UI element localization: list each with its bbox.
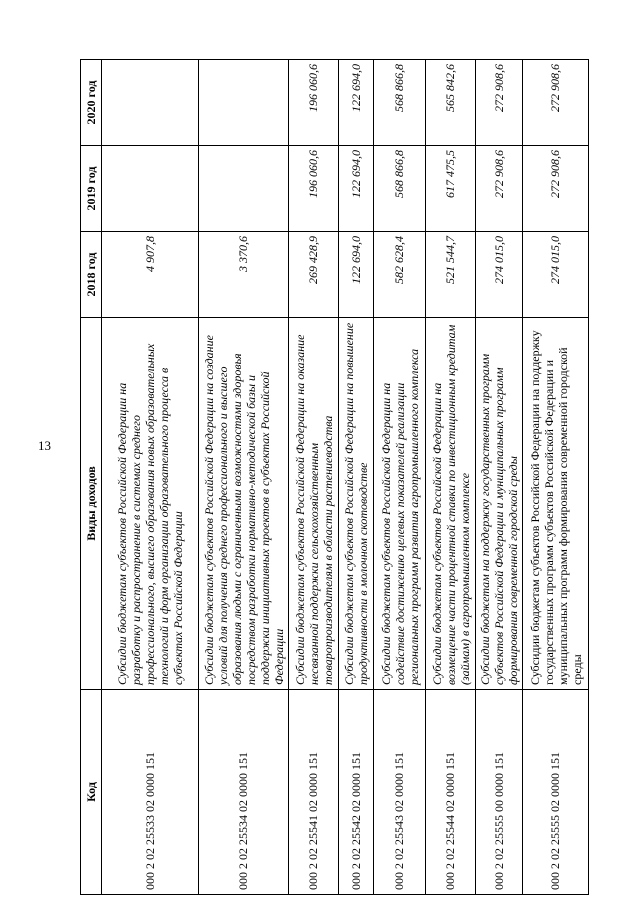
table-row	[374, 60, 426, 895]
row-2018: 274 015,0	[523, 232, 589, 318]
row-code: 000 2 02 25541 02 0000 151	[289, 690, 339, 895]
row-2019: 272 908,6	[476, 146, 523, 232]
row-2018: 269 428,9	[289, 232, 339, 318]
table-row	[199, 60, 289, 895]
row-description: Субсидии бюджетам на поддержку государственных программ субъектов Российской Федерации и муниципальных программ формирования современной городской среды	[476, 318, 523, 690]
row-2020: 196 060,6	[289, 60, 339, 146]
page-number: 13	[38, 438, 51, 453]
row-2020: 568 866,8	[374, 60, 426, 146]
row-code: 000 2 02 25533 02 0000 151	[102, 690, 199, 895]
row-2019: 568 866,8	[374, 146, 426, 232]
row-description: Субсидии бюджетам субъектов Российской Федерации на содействие достижению целевых показателей реализации региональных программ развития агропромышленного комплекса	[374, 318, 426, 690]
header-2018: 2018 год	[81, 232, 102, 318]
rotated-table-container	[80, 60, 612, 895]
row-2019	[102, 146, 199, 232]
row-2018: 274 015,0	[476, 232, 523, 318]
row-code: 000 2 02 25544 02 0000 151	[426, 690, 476, 895]
header-income-type: Виды доходов	[81, 318, 102, 690]
row-code: 000 2 02 25534 02 0000 151	[199, 690, 289, 895]
row-2019: 617 475,5	[426, 146, 476, 232]
row-code: 000 2 02 25543 02 0000 151	[374, 690, 426, 895]
row-code: 000 2 02 25542 02 0000 151	[339, 690, 374, 895]
row-2020: 122 694,0	[339, 60, 374, 146]
row-2018: 4 907,8	[102, 232, 199, 318]
row-2019: 272 908,6	[523, 146, 589, 232]
row-2020	[102, 60, 199, 146]
income-table	[80, 59, 589, 895]
table-header-row	[81, 60, 102, 895]
row-2018: 521 544,7	[426, 232, 476, 318]
row-2019: 196 060,6	[289, 146, 339, 232]
row-2020: 565 842,6	[426, 60, 476, 146]
row-2020: 272 908,6	[523, 60, 589, 146]
table-row	[426, 60, 476, 895]
row-description: Субсидии бюджетам субъектов Российской Федерации на разработку и распространение в системах среднего профессионального, высшего образования новых образовательных технологий и форм организации образовательного процесса в субъектах Российской Федерации	[102, 318, 199, 690]
header-2019: 2019 год	[81, 146, 102, 232]
table-row	[523, 60, 589, 895]
row-code: 000 2 02 25555 02 0000 151	[523, 690, 589, 895]
table-row	[339, 60, 374, 895]
table-row	[289, 60, 339, 895]
row-2018: 3 370,6	[199, 232, 289, 318]
row-description: Субсидии бюджетам субъектов Российской Федерации на возмещение части процентной ставки по инвестиционным кредитам (займам) в агропромышленном комплексе	[426, 318, 476, 690]
table-row	[102, 60, 199, 895]
row-2019	[199, 146, 289, 232]
row-2020	[199, 60, 289, 146]
row-2018: 122 694,0	[339, 232, 374, 318]
row-description: Субсидии бюджетам субъектов Российской Федерации на оказание несвязанной поддержки сельскохозяйственным товаропроизводителям в области растениеводства	[289, 318, 339, 690]
row-code: 000 2 02 25555 00 0000 151	[476, 690, 523, 895]
row-description: Субсидии бюджетам субъектов Российской Федерации на поддержку государственных программ субъектов Российской Федерации и муниципальных программ формирования современной городской среды	[523, 318, 589, 690]
row-description: Субсидии бюджетам субъектов Российской Федерации на создание условий для получения среднего профессионального и высшего образования людьми с ограниченными возможностями здоровья посредством разработки нормативно-методической базы и поддержки инициативных проектов в субъектах Российской Федерации	[199, 318, 289, 690]
header-code: Код	[81, 690, 102, 895]
table-row	[476, 60, 523, 895]
header-2020: 2020 год	[81, 60, 102, 146]
row-2018: 582 628,4	[374, 232, 426, 318]
row-2019: 122 694,0	[339, 146, 374, 232]
row-2020: 272 908,6	[476, 60, 523, 146]
row-description: Субсидии бюджетам субъектов Российской Федерации на повышение продуктивности в молочном скотоводстве	[339, 318, 374, 690]
